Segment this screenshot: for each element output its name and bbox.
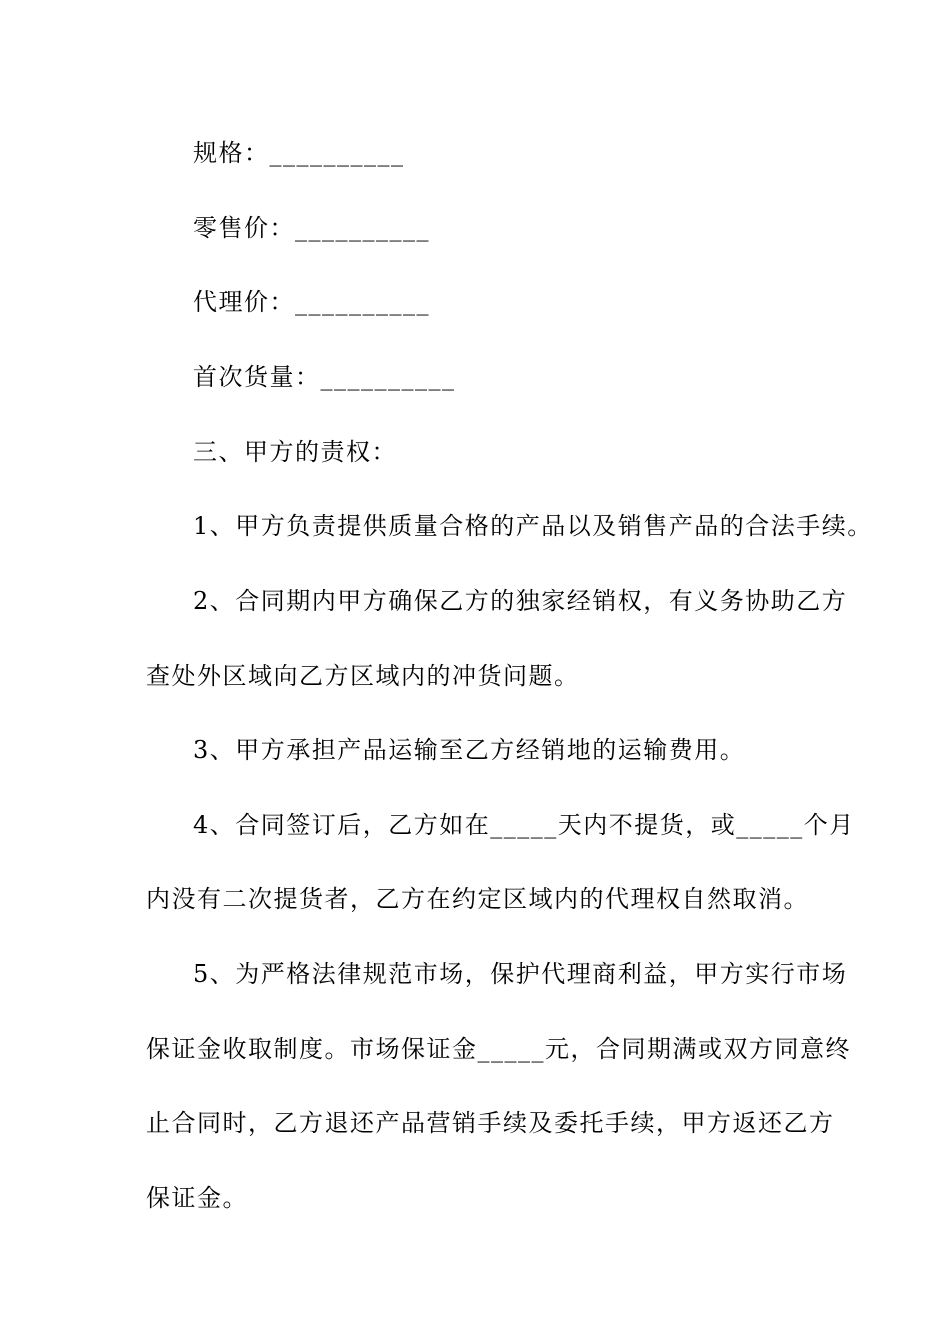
- first-quantity-field: 首次货量：__________: [193, 363, 456, 391]
- clause-5-line-2: 保证金收取制度。市场保证金_____元，合同期满或双方同意终: [146, 1035, 851, 1063]
- retail-price-field: 零售价：__________: [193, 214, 430, 242]
- clause-3: 3、甲方承担产品运输至乙方经销地的运输费用。: [193, 736, 746, 764]
- clause-2-line-1: 2、合同期内甲方确保乙方的独家经销权，有义务协助乙方: [193, 587, 848, 615]
- clause-4-line-1: 4、合同签订后，乙方如在_____天内不提货，或_____个月: [193, 811, 855, 839]
- spec-field: 规格：__________: [193, 139, 405, 167]
- clause-5-line-3: 止合同时，乙方退还产品营销手续及委托手续，甲方返还乙方: [146, 1109, 835, 1137]
- clause-4-line-2: 内没有二次提货者，乙方在约定区域内的代理权自然取消。: [146, 885, 809, 913]
- clause-2-line-2: 查处外区域向乙方区域内的冲货问题。: [146, 662, 580, 690]
- section-heading: 三、甲方的责权：: [193, 438, 397, 466]
- clause-5-line-4: 保证金。: [146, 1184, 248, 1212]
- agent-price-field: 代理价：__________: [193, 288, 430, 316]
- clause-1: 1、甲方负责提供质量合格的产品以及销售产品的合法手续。: [193, 512, 873, 540]
- clause-5-line-1: 5、为严格法律规范市场，保护代理商利益，甲方实行市场: [193, 960, 848, 988]
